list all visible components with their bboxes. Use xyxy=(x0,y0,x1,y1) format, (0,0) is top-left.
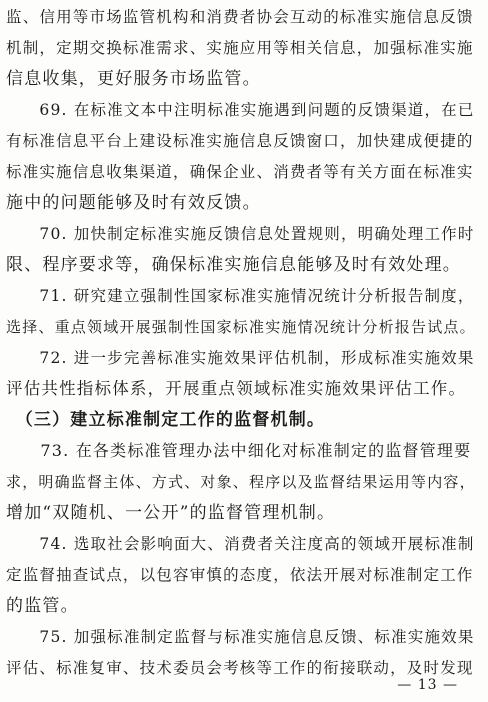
page-number: — 13 — xyxy=(397,677,458,693)
text-line-21: 75. 加强标准制定监督与标准实施信息反馈、标准实施效果 xyxy=(6,628,475,646)
text-line-1: 监、信用等市场监管机构和消费者协会互动的标准实施信息反馈 xyxy=(6,8,474,26)
text-line-16: 求，明确监督主体、方式、对象、程序以及监督结果运用等内容， xyxy=(6,473,476,491)
text-line-10: 71. 研究建立强制性国家标准实施情况统计分析报告制度， xyxy=(6,287,475,305)
text-line-13: 评估共性指标体系，开展重点领域标准实施效果评估工作。 xyxy=(6,379,467,398)
text-line-22: 评估、标准复审、技术委员会考核等工作的衔接联动，及时发现 xyxy=(6,659,474,677)
text-line-2: 机制，定期交换标准需求、实施应用等相关信息，加强标准实施 xyxy=(6,39,474,57)
text-line-20: 的监管。 xyxy=(6,596,79,616)
text-line-11: 选择、重点领域开展强制性国家标准实施情况统计分析报告试点。 xyxy=(6,318,476,336)
text-line-4: 69. 在标准文本中注明标准实施遇到问题的反馈渠道，在已 xyxy=(6,101,475,119)
section-heading: （三）建立标准制定工作的监督机制。 xyxy=(6,410,326,430)
text-line-8: 70. 加快制定标准实施反馈信息处置规则，明确处理工作时 xyxy=(6,225,475,243)
text-line-19: 定监督抽查试点，以包容审慎的态度，依法开展对标准制定工作 xyxy=(6,566,474,584)
text-line-18: 74. 选取社会影响面大、消费者关注度高的领域开展标准制 xyxy=(6,535,475,553)
text-line-15: 73. 在各类标准管理办法中细化对标准制定的监督管理要 xyxy=(6,441,472,460)
text-line-5: 有标准信息平台上建设标准实施信息反馈窗口，加快建成便捷的 xyxy=(6,132,474,150)
text-line-6: 标准实施信息收集渠道，确保企业、消费者等有关方面在标准实 xyxy=(6,163,474,181)
text-line-12: 72. 进一步完善标准实施效果评估机制，形成标准实施效果 xyxy=(6,349,475,367)
text-line-17: 增加“双随机、一公开”的监督管理机制。 xyxy=(6,503,336,523)
text-line-3: 信息收集，更好服务市场监管。 xyxy=(6,69,261,89)
text-line-7: 施中的问题能够及时有效反馈。 xyxy=(6,193,261,213)
text-line-9: 限、程序要求等，确保标准实施信息能够及时有效处理。 xyxy=(6,255,461,275)
